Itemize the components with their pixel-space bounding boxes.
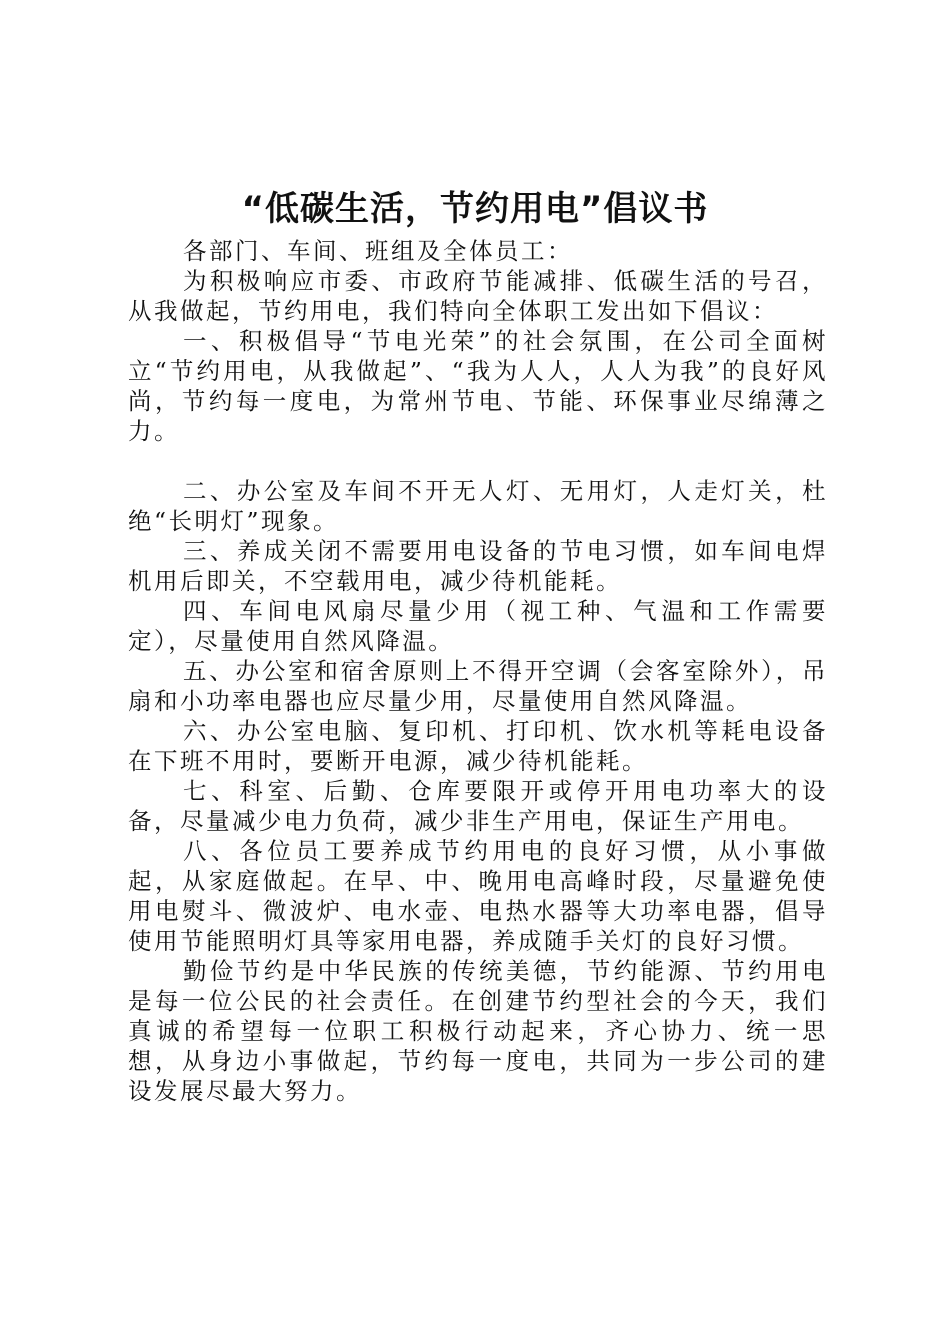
proposal-item-7: 七、科室、后勤、仓库要限开或停开用电功率大的设备，尽量减少电力负荷，减少非生产用电，保证生产用电。 bbox=[128, 777, 828, 835]
proposal-item-1: 一、积极倡导“节电光荣”的社会氛围，在公司全面树立“节约用电，从我做起”、“我为人人，人人为我”的良好风尚，节约每一度电，为常州节电、节能、环保事业尽绵薄之力。 bbox=[128, 327, 828, 445]
proposal-item-4: 四、车间电风扇尽量少用（视工种、气温和工作需要定），尽量使用自然风降温。 bbox=[128, 597, 828, 655]
proposal-item-8: 八、各位员工要养成节约用电的良好习惯，从小事做起，从家庭做起。在早、中、晚用电高峰时段，尽量避免使用电熨斗、微波炉、电水壶、电热水器等大功率电器，倡导使用节能照明灯具等家用电器，养成随手关灯的良好习惯。 bbox=[128, 837, 828, 955]
proposal-item-6: 六、办公室电脑、复印机、打印机、饮水机等耗电设备在下班不用时，要断开电源，减少待机能耗。 bbox=[128, 717, 828, 775]
document-body bbox=[128, 236, 828, 1106]
proposal-item-5: 五、办公室和宿舍原则上不得开空调（会客室除外），吊扇和小功率电器也应尽量少用，尽量使用自然风降温。 bbox=[128, 657, 828, 715]
salutation: 各部门、车间、班组及全体员工： bbox=[183, 237, 573, 265]
intro-paragraph: 为积极响应市委、市政府节能减排、低碳生活的号召，从我做起，节约用电，我们特向全体职工发出如下倡议： bbox=[128, 267, 828, 325]
document-title: “低碳生活，节约用电”倡议书 bbox=[241, 189, 709, 229]
closing-paragraph: 勤俭节约是中华民族的传统美德，节约能源、节约用电是每一位公民的社会责任。在创建节约型社会的今天，我们真诚的希望每一位职工积极行动起来，齐心协力、统一思想，从身边小事做起，节约每一度电，共同为一步公司的建设发展尽最大努力。 bbox=[128, 957, 828, 1105]
proposal-item-3: 三、养成关闭不需要用电设备的节电习惯，如车间电焊机用后即关，不空载用电，减少待机能耗。 bbox=[128, 537, 828, 595]
proposal-item-2: 二、办公室及车间不开无人灯、无用灯，人走灯关，杜绝“长明灯”现象。 bbox=[128, 477, 828, 535]
